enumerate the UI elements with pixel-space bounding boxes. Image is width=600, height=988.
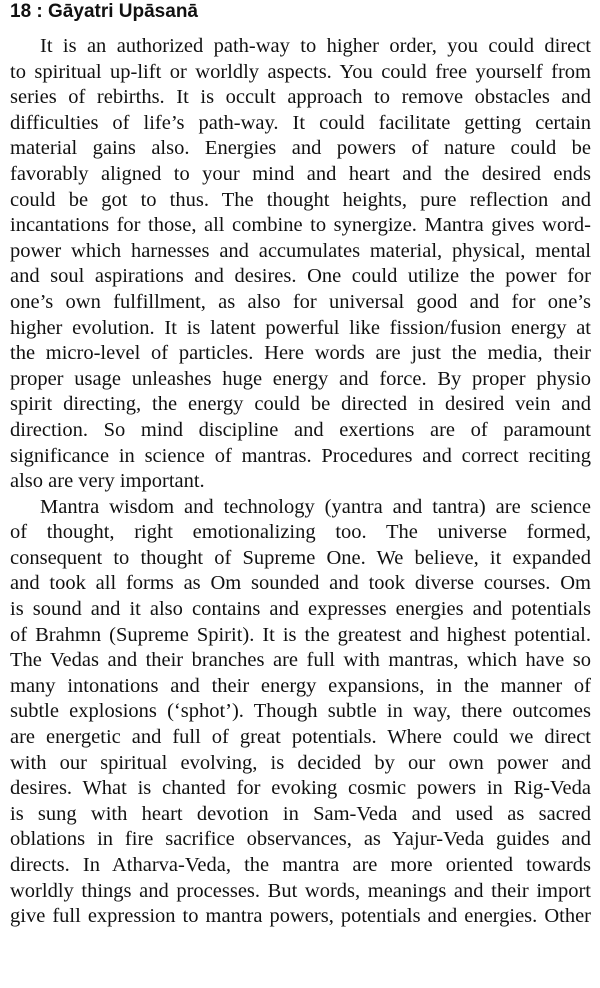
text-line: material gains also. Energies and powers of nature could be xyxy=(10,137,591,160)
text-line: give full expression to mantra powers, potentials and energies. Other xyxy=(10,905,591,928)
text-line: to spiritual up-lift or worldly aspects. You could free yourself from xyxy=(10,60,591,83)
text-line: of thought, right emotionalizing too. The universe formed, xyxy=(10,521,591,544)
text-line: the micro-level of particles. Here words are just the media, their xyxy=(10,342,591,365)
text-line: higher evolution. It is latent powerful like fission/fusion energy at xyxy=(10,316,591,339)
text-line: and took all forms as Om sounded and took diverse courses. Om xyxy=(10,572,591,595)
text-line: directs. In Atharva-Veda, the mantra are more oriented towards xyxy=(10,854,591,876)
text-line: is sung with heart devotion in Sam-Veda and used as sacred xyxy=(10,802,591,825)
text-line: The Vedas and their branches are full with mantras, which have so xyxy=(10,649,591,672)
running-header xyxy=(10,0,591,25)
text-line: series of rebirths. It is occult approach to remove obstacles and xyxy=(10,86,591,109)
text-line: It is an authorized path-way to higher order, you could direct xyxy=(40,35,591,57)
text-line: oblations in fire sacrifice observances, as Yajur-Veda guides and xyxy=(10,828,591,851)
paragraph xyxy=(10,34,591,495)
paragraph xyxy=(10,495,591,930)
book-title: Gāyatri Upāsanā xyxy=(48,1,198,22)
header-separator: : xyxy=(36,1,43,22)
text-line: many intonations and their energy expansions, in the manner of xyxy=(10,674,591,697)
text-line: of Brahmn (Supreme Spirit). It is the greatest and highest potential. xyxy=(10,623,591,646)
text-line: power which harnesses and accumulates material, physical, mental xyxy=(10,239,591,262)
text-line: desires. What is chanted for evoking cosmic powers in Rig-Veda xyxy=(10,777,591,800)
text-line: difficulties of life’s path-way. It could facilitate getting certain xyxy=(10,111,591,134)
text-line: are energetic and full of great potentials. Where could we direct xyxy=(10,726,591,749)
text-line: significance in science of mantras. Procedures and correct reciting xyxy=(10,444,591,467)
text-line: also are very important. xyxy=(10,470,205,493)
text-line: proper usage unleashes huge energy and force. By proper physio xyxy=(10,367,591,390)
text-line: and soul aspirations and desires. One could utilize the power for xyxy=(10,265,591,288)
text-line: consequent to thought of Supreme One. We believe, it expanded xyxy=(10,546,591,569)
text-line: could be got to thus. The thought heights, pure reflection and xyxy=(10,188,591,211)
text-line: Mantra wisdom and technology (yantra and tantra) are science xyxy=(40,495,591,518)
text-line: with our spiritual evolving, is decided by our own power and xyxy=(10,751,591,774)
text-line: is sound and it also contains and expresses energies and potentials xyxy=(10,598,591,621)
text-line: worldly things and processes. But words, meanings and their import xyxy=(10,879,591,902)
page-number: 18 xyxy=(10,1,32,22)
text-line: direction. So mind discipline and exertions are of paramount xyxy=(10,418,591,441)
body-text xyxy=(10,34,591,930)
text-line: one’s own fulfillment, as also for universal good and for one’s xyxy=(10,290,591,313)
text-line: favorably aligned to your mind and heart and the desired ends xyxy=(10,162,591,185)
text-line: subtle explosions (‘sphot’). Though subtle in way, there outcomes xyxy=(10,700,591,723)
text-line: incantations for those, all combine to synergize. Mantra gives word- xyxy=(10,214,591,237)
text-line: spirit directing, the energy could be directed in desired vein and xyxy=(10,393,591,416)
